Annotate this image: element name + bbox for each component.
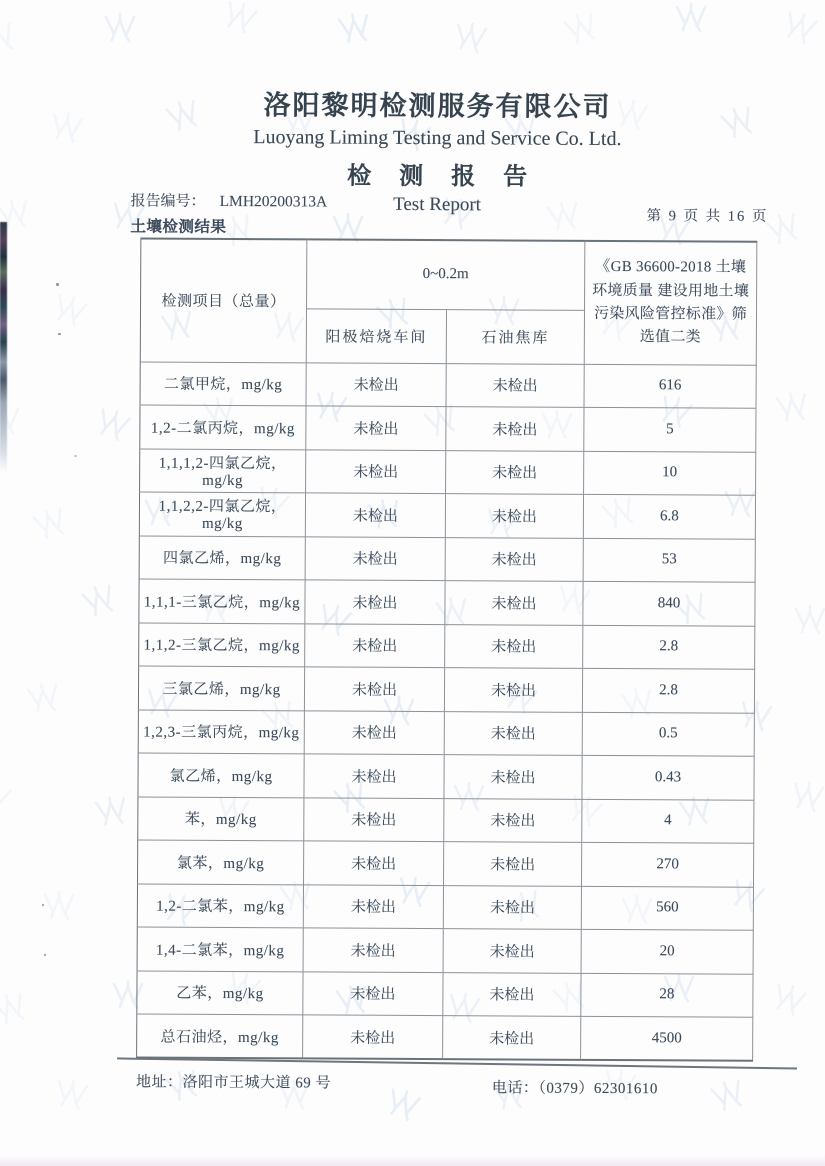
- address-value: 洛阳市王城大道 69 号: [182, 1074, 332, 1092]
- cell-site1-result: 未检出: [304, 797, 444, 841]
- cell-site1-result: 未检出: [306, 362, 446, 406]
- header-cell-depth: 0~0.2m: [307, 239, 585, 309]
- report-title-en: Test Report: [393, 193, 482, 216]
- company-name-en: Luoyang Liming Testing and Service Co. Ltd.: [253, 126, 622, 151]
- cell-item: 总石油烃，mg/kg: [137, 1014, 303, 1058]
- cell-item: 1,1,1,2-四氯乙烷，mg/kg: [140, 449, 306, 493]
- header-cell-standard: 《GB 36600-2018 土壤环境质量 建设用地土壤污染风险管控标准》筛选值二类: [584, 241, 757, 365]
- cell-limit-value: 0.43: [582, 755, 754, 799]
- cell-item: 1,1,2-三氯乙烷，mg/kg: [139, 623, 305, 667]
- cell-item: 氯乙烯，mg/kg: [138, 753, 304, 797]
- cell-site2-result: 未检出: [443, 885, 581, 929]
- cell-site1-result: 未检出: [303, 971, 443, 1015]
- cell-limit-value: 20: [581, 929, 753, 973]
- cell-site1-result: 未检出: [303, 1015, 443, 1059]
- cell-site2-result: 未检出: [445, 537, 583, 581]
- cell-item: 1,1,1-三氯乙烷，mg/kg: [139, 579, 305, 623]
- table-row: [137, 884, 753, 931]
- header-cell-site1: 阳极焙烧车间: [306, 308, 446, 363]
- table-header-row-1: [141, 239, 757, 311]
- cell-item: 1,2-二氯苯，mg/kg: [137, 884, 303, 928]
- cell-item: 1,2,3-三氯丙烷，mg/kg: [138, 710, 304, 754]
- cell-limit-value: 28: [581, 973, 753, 1017]
- header-cell-site2: 石油焦库: [446, 309, 584, 364]
- table-row: [138, 840, 754, 887]
- table-row: [138, 710, 754, 757]
- table-row: [137, 927, 753, 974]
- table-row: [139, 579, 755, 626]
- cell-site2-result: 未检出: [444, 668, 582, 712]
- cell-item: 1,4-二氯苯，mg/kg: [137, 927, 303, 971]
- cell-limit-value: 6.8: [583, 494, 755, 538]
- cell-site2-result: 未检出: [446, 450, 584, 494]
- cell-item: 氯苯，mg/kg: [138, 840, 304, 884]
- cell-site2-result: 未检出: [443, 842, 581, 886]
- section-title: 土壤检测结果: [130, 218, 227, 236]
- cell-site1-result: 未检出: [304, 754, 444, 798]
- table-row: [138, 666, 754, 713]
- cell-limit-value: 10: [584, 451, 756, 495]
- table-row: [138, 753, 754, 800]
- cell-site2-result: 未检出: [446, 407, 584, 451]
- table-row: [139, 623, 755, 670]
- cell-site2-result: 未检出: [444, 755, 582, 799]
- cell-item: 乙苯，mg/kg: [137, 971, 303, 1015]
- address-label: 地址：: [135, 1074, 183, 1091]
- cell-item: 二氯甲烷，mg/kg: [140, 362, 306, 406]
- cell-limit-value: 616: [584, 364, 756, 408]
- cell-site2-result: 未检出: [445, 581, 583, 625]
- report-number-label: 报告编号：: [130, 193, 206, 210]
- cell-limit-value: 4: [582, 799, 754, 843]
- cell-limit-value: 4500: [581, 1016, 753, 1060]
- cell-site1-result: 未检出: [303, 884, 443, 928]
- footer-address: [136, 1071, 331, 1093]
- cell-limit-value: 2.8: [583, 625, 755, 669]
- cell-limit-value: 53: [583, 538, 755, 582]
- scan-bottom-band: [0, 1154, 825, 1166]
- report-title-cn: 检 测 报 告: [347, 163, 539, 191]
- cell-site1-result: 未检出: [304, 841, 444, 885]
- company-name-cn: 洛阳黎明检测服务有限公司: [263, 90, 612, 122]
- cell-item: 1,2-二氯丙烷，mg/kg: [140, 405, 306, 449]
- table-row: [140, 449, 756, 496]
- page-indicator: 第 9 页 共 16 页: [646, 208, 769, 225]
- cell-item: 苯，mg/kg: [138, 797, 304, 841]
- phone-label: 电话：: [491, 1080, 539, 1097]
- cell-site1-result: 未检出: [306, 406, 446, 450]
- cell-site1-result: 未检出: [304, 667, 444, 711]
- cell-limit-value: 560: [581, 886, 753, 930]
- cell-site2-result: 未检出: [445, 494, 583, 538]
- footer-phone: [492, 1076, 658, 1098]
- cell-site2-result: 未检出: [444, 798, 582, 842]
- table-row: [137, 1014, 753, 1061]
- table-row: [139, 536, 755, 583]
- cell-limit-value: 840: [583, 581, 755, 625]
- cell-item: 四氯乙烯，mg/kg: [139, 536, 305, 580]
- header-cell-item: 检测项目（总量）: [140, 239, 307, 363]
- cell-site2-result: 未检出: [445, 624, 583, 668]
- cell-site1-result: 未检出: [305, 580, 445, 624]
- cell-site2-result: 未检出: [443, 1016, 581, 1060]
- cell-item: 1,1,2,2-四氯乙烷，mg/kg: [139, 492, 305, 536]
- cell-limit-value: 270: [582, 842, 754, 886]
- cell-site1-result: 未检出: [305, 536, 445, 580]
- cell-limit-value: 0.5: [582, 712, 754, 756]
- cell-limit-value: 2.8: [582, 668, 754, 712]
- cell-site2-result: 未检出: [443, 929, 581, 973]
- table-row: [137, 971, 753, 1018]
- phone-value: （0379）62301610: [538, 1080, 659, 1098]
- results-table: [136, 238, 757, 1062]
- table-row: [138, 797, 754, 844]
- cell-site1-result: 未检出: [306, 449, 446, 493]
- cell-site1-result: 未检出: [305, 493, 445, 537]
- table-row: [139, 492, 755, 539]
- table-row: [140, 405, 756, 452]
- cell-limit-value: 5: [584, 407, 756, 451]
- cell-site2-result: 未检出: [444, 711, 582, 755]
- cell-site1-result: 未检出: [305, 623, 445, 667]
- cell-site2-result: 未检出: [446, 363, 584, 407]
- cell-site2-result: 未检出: [443, 972, 581, 1016]
- report-number-line: [131, 189, 328, 211]
- cell-site1-result: 未检出: [303, 928, 443, 972]
- cell-site1-result: 未检出: [304, 710, 444, 754]
- table-row: [140, 362, 756, 409]
- report-number-value: LMH20200313A: [219, 192, 328, 211]
- cell-item: 三氯乙烯，mg/kg: [138, 666, 304, 710]
